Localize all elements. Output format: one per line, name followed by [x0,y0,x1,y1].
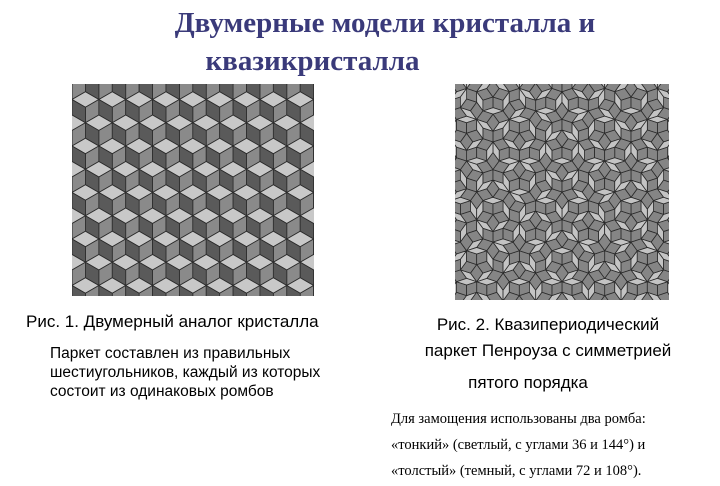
title-line-1: Двумерные модели кристалла и [174,7,596,39]
figure-1-description: Паркет составлен из правильных шестиугольников, каждый из которых состоит из одинаковых ромбов [50,345,321,400]
figure-2-description [391,406,716,484]
figure-2-description-line-1: Для замощения использованы два ромба: [391,411,646,427]
penrose-tiling-figure [455,84,669,300]
figure-1-caption: Рис. 1. Двумерный аналог кристалла [26,312,319,331]
title-line-2: квазикристалла [205,45,420,77]
figure-2-description-line-3: «толстый» (темный, с углами 72 и 108°). [391,463,642,479]
figure-2-caption-line-1: Рис. 2. Квазипериодический [436,315,660,334]
crystal-tiling-figure [72,84,314,296]
figure-2-caption-line-2: паркет Пенроуза с симметрией [424,341,672,360]
figure-2-caption [392,312,704,396]
figure-2-caption-line-3: пятого порядка [468,373,588,392]
page-title [0,4,720,80]
figure-2-description-line-2: «тонкий» (светлый, с углами 36 и 144°) и [391,437,646,453]
